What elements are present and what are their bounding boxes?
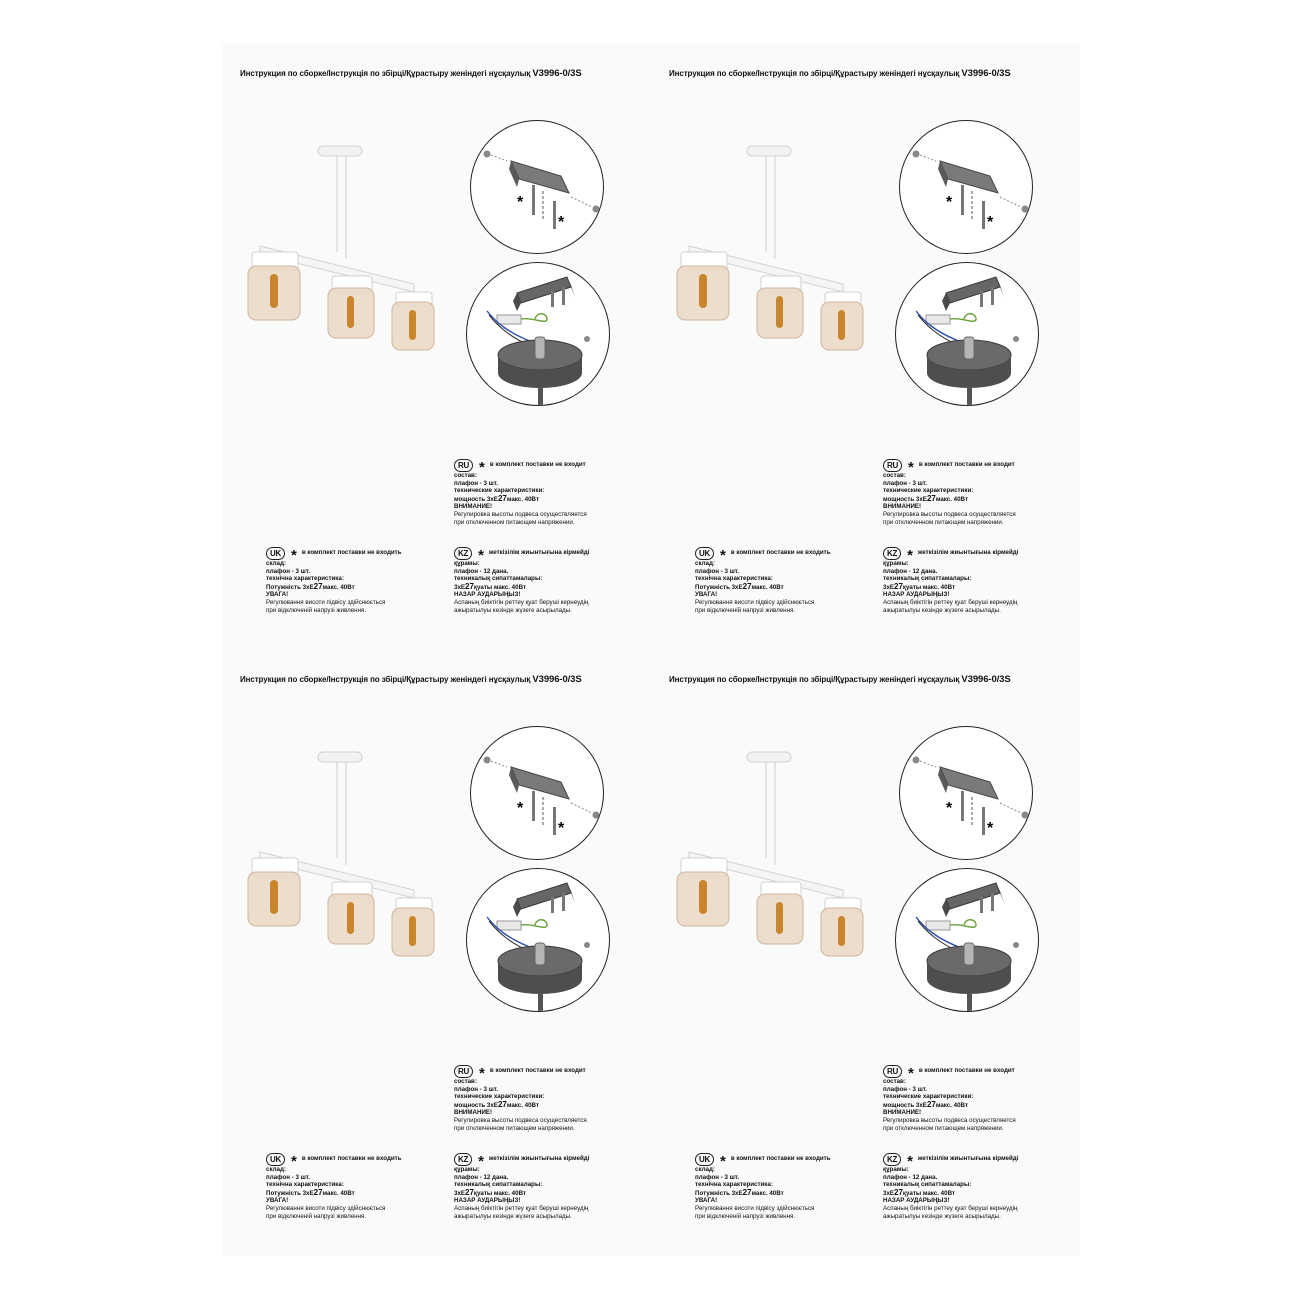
kz-contents-value: плафон - 12 дана.	[454, 567, 509, 575]
uk-section	[695, 546, 831, 614]
uk-warning-text: Регулювання висоти підвісу здійснюється	[695, 598, 815, 606]
ru-language-badge: RU	[883, 459, 902, 472]
chandelier-illustration	[242, 134, 462, 374]
ru-power-value: мощность 3xЕ27макс. 40Вт	[454, 1099, 539, 1109]
kz-not-included-note: жеткізілім жиынтығына кірмейді	[917, 1155, 1019, 1163]
instruction-sheet	[222, 44, 651, 650]
kz-contents-label: құрамы:	[883, 1166, 909, 1173]
uk-warning-heading: УВАГА!	[266, 591, 289, 599]
kz-warning-text: ажыратылуы кезінде жүзеге асырылады.	[883, 606, 1001, 614]
canopy-wiring-detail	[895, 262, 1039, 406]
uk-contents-value: плафон - 3 шт.	[266, 567, 310, 575]
uk-contents-label: склад:	[695, 560, 715, 567]
kz-specs-label: техникалық сипаттамалары:	[454, 575, 543, 583]
ru-specs-label: технические характеристики:	[454, 1093, 545, 1101]
uk-language-badge: UK	[266, 547, 285, 560]
ru-contents-label: состав:	[454, 1078, 477, 1085]
uk-warning-text: Регулювання висоти підвісу здійснюється	[266, 1204, 386, 1212]
ru-language-badge: RU	[454, 1065, 473, 1078]
mounting-bracket-detail	[899, 120, 1033, 254]
star-mark: *	[987, 214, 994, 231]
ru-language-badge: RU	[454, 459, 473, 472]
title-text: Инструкция по сборке/Інструкція по збірці/Құрастыру женіндегі нұсқаулық	[240, 675, 531, 684]
ru-contents-label: состав:	[883, 472, 906, 479]
instruction-sheet	[222, 650, 651, 1256]
kz-warning-text: ажыратылуы кезінде жүзеге асырылады.	[883, 1212, 1001, 1220]
uk-warning-text: при відключеній напрузі живлення.	[695, 1212, 796, 1220]
star-mark: *	[946, 194, 953, 211]
uk-contents-value: плафон - 3 шт.	[695, 1173, 739, 1181]
kz-section	[883, 1152, 1018, 1220]
model-number: V3996-0/3S	[532, 68, 582, 79]
sheet-title	[240, 68, 640, 79]
ru-not-included-note: в комплект поставки не входит	[918, 1067, 1015, 1075]
uk-warning-heading: УВАГА!	[695, 1197, 718, 1205]
canopy-wiring-detail	[895, 868, 1039, 1012]
uk-specs-label: технічна характеристика:	[695, 575, 773, 583]
sheet-title	[240, 674, 640, 685]
bracket-screws-drawing	[471, 121, 603, 253]
star-mark: *	[558, 820, 565, 837]
kz-power-value: 3xЕ27қуаты макс. 40Вт	[454, 581, 526, 591]
star-mark: *	[478, 547, 484, 564]
canopy-wiring-drawing	[896, 263, 1038, 405]
ru-contents-value: плафон - 3 шт.	[454, 1085, 498, 1093]
ru-language-badge: RU	[883, 1065, 902, 1078]
ru-warning-text: при отключенном питающем напряжении.	[883, 518, 1004, 526]
ru-warning-heading: ВНИМАНИЕ!	[454, 1109, 493, 1117]
kz-section	[454, 546, 589, 614]
kz-power-value: 3xЕ27қуаты макс. 40Вт	[883, 1187, 955, 1197]
kz-language-badge: KZ	[454, 547, 472, 560]
model-number: V3996-0/3S	[532, 674, 582, 685]
uk-language-badge: UK	[695, 547, 714, 560]
uk-not-included-note: в комплект поставки не входить	[301, 549, 402, 557]
star-mark: *	[478, 1065, 485, 1082]
sheet-title	[669, 68, 1069, 79]
chandelier-illustration	[671, 134, 891, 374]
kz-warning-heading: НАЗАР АУДАРЫҢЫЗ!	[454, 591, 521, 599]
uk-language-badge: UK	[266, 1153, 285, 1166]
ru-section	[883, 458, 1016, 526]
ru-power-value: мощность 3xЕ27макс. 40Вт	[883, 1099, 968, 1109]
ru-specs-label: технические характеристики:	[454, 487, 545, 495]
title-text: Инструкция по сборке/Інструкція по збірці/Құрастыру женіндегі нұсқаулық	[240, 69, 531, 78]
ru-not-included-note: в комплект поставки не входит	[489, 461, 586, 469]
chandelier-illustration	[671, 740, 891, 980]
uk-contents-label: склад:	[695, 1166, 715, 1173]
kz-contents-label: құрамы:	[454, 1166, 480, 1173]
model-number: V3996-0/3S	[961, 674, 1011, 685]
instruction-sheet	[651, 650, 1080, 1256]
mounting-bracket-detail	[470, 726, 604, 860]
document-page	[222, 44, 1080, 1256]
kz-language-badge: KZ	[454, 1153, 472, 1166]
uk-not-included-note: в комплект поставки не входить	[301, 1155, 402, 1163]
star-mark: *	[907, 459, 914, 476]
ru-contents-label: состав:	[883, 1078, 906, 1085]
star-mark: *	[558, 214, 565, 231]
uk-contents-value: плафон - 3 шт.	[695, 567, 739, 575]
kz-language-badge: KZ	[883, 1153, 901, 1166]
uk-warning-text: при відключеній напрузі живлення.	[695, 606, 796, 614]
star-mark: *	[478, 459, 485, 476]
ru-warning-text: Регулировка высоты подвеса осуществляется	[883, 1116, 1016, 1124]
uk-power-value: Потужність 3xЕ27макс. 40Вт	[266, 581, 355, 591]
kz-warning-heading: НАЗАР АУДАРЫҢЫЗ!	[883, 591, 950, 599]
star-mark: *	[907, 547, 913, 564]
uk-contents-label: склад:	[266, 560, 286, 567]
canopy-wiring-drawing	[896, 869, 1038, 1011]
kz-contents-value: плафон - 12 дана.	[454, 1173, 509, 1181]
ru-power-value: мощность 3xЕ27макс. 40Вт	[454, 493, 539, 503]
ru-warning-heading: ВНИМАНИЕ!	[883, 1109, 922, 1117]
ru-warning-heading: ВНИМАНИЕ!	[883, 503, 922, 511]
sheet-title	[669, 674, 1069, 685]
ru-contents-value: плафон - 3 шт.	[454, 479, 498, 487]
uk-power-value: Потужність 3xЕ27макс. 40Вт	[266, 1187, 355, 1197]
star-mark: *	[517, 194, 524, 211]
canopy-wiring-detail	[466, 868, 610, 1012]
kz-specs-label: техникалық сипаттамалары:	[883, 575, 972, 583]
ru-specs-label: технические характеристики:	[883, 1093, 974, 1101]
uk-warning-text: при відключеній напрузі живлення.	[266, 1212, 367, 1220]
ru-warning-text: Регулировка высоты подвеса осуществляется	[454, 510, 587, 518]
star-mark: *	[517, 800, 524, 817]
instruction-sheet	[651, 44, 1080, 650]
star-mark: *	[946, 800, 953, 817]
ru-power-value: мощность 3xЕ27макс. 40Вт	[883, 493, 968, 503]
kz-warning-text: ажыратылуы кезінде жүзеге асырылады.	[454, 1212, 572, 1220]
bracket-screws-drawing	[900, 727, 1032, 859]
uk-not-included-note: в комплект поставки не входить	[730, 549, 831, 557]
uk-power-value: Потужність 3xЕ27макс. 40Вт	[695, 1187, 784, 1197]
ru-section	[454, 458, 587, 526]
uk-warning-text: при відключеній напрузі живлення.	[266, 606, 367, 614]
ru-warning-text: при отключенном питающем напряжении.	[454, 1124, 575, 1132]
kz-specs-label: техникалық сипаттамалары:	[883, 1181, 972, 1189]
kz-contents-value: плафон - 12 дана.	[883, 567, 938, 575]
kz-section	[883, 546, 1018, 614]
ru-specs-label: технические характеристики:	[883, 487, 974, 495]
kz-warning-heading: НАЗАР АУДАРЫҢЫЗ!	[883, 1197, 950, 1205]
ru-warning-text: Регулировка высоты подвеса осуществляется	[454, 1116, 587, 1124]
ru-not-included-note: в комплект поставки не входит	[489, 1067, 586, 1075]
kz-not-included-note: жеткізілім жиынтығына кірмейді	[917, 549, 1019, 557]
kz-warning-text: Аспаның биіктігін реттеу қуат беруші кернеудің	[454, 1204, 589, 1212]
canopy-wiring-drawing	[467, 869, 609, 1011]
ru-contents-label: состав:	[454, 472, 477, 479]
ru-not-included-note: в комплект поставки не входит	[918, 461, 1015, 469]
ru-section	[883, 1064, 1016, 1132]
ru-warning-text: при отключенном питающем напряжении.	[454, 518, 575, 526]
title-text: Инструкция по сборке/Інструкція по збірці/Құрастыру женіндегі нұсқаулық	[669, 69, 960, 78]
kz-warning-text: Аспаның биіктігін реттеу қуат беруші кернеудің	[454, 598, 589, 606]
star-mark: *	[719, 1153, 726, 1170]
star-mark: *	[478, 1153, 484, 1170]
ru-warning-text: Регулировка высоты подвеса осуществляется	[883, 510, 1016, 518]
uk-specs-label: технічна характеристика:	[695, 1181, 773, 1189]
uk-power-value: Потужність 3xЕ27макс. 40Вт	[695, 581, 784, 591]
mounting-bracket-detail	[899, 726, 1033, 860]
star-mark: *	[907, 1065, 914, 1082]
kz-warning-text: Аспаның биіктігін реттеу қуат беруші кернеудің	[883, 598, 1018, 606]
bracket-screws-drawing	[471, 727, 603, 859]
star-mark: *	[290, 547, 297, 564]
kz-section	[454, 1152, 589, 1220]
kz-not-included-note: жеткізілім жиынтығына кірмейді	[488, 549, 590, 557]
canopy-wiring-detail	[466, 262, 610, 406]
star-mark: *	[907, 1153, 913, 1170]
uk-warning-text: Регулювання висоти підвісу здійснюється	[266, 598, 386, 606]
kz-warning-text: Аспаның биіктігін реттеу қуат беруші кернеудің	[883, 1204, 1018, 1212]
bracket-screws-drawing	[900, 121, 1032, 253]
uk-contents-label: склад:	[266, 1166, 286, 1173]
kz-language-badge: KZ	[883, 547, 901, 560]
kz-not-included-note: жеткізілім жиынтығына кірмейді	[488, 1155, 590, 1163]
chandelier-illustration	[242, 740, 462, 980]
ru-warning-text: при отключенном питающем напряжении.	[883, 1124, 1004, 1132]
star-mark: *	[290, 1153, 297, 1170]
kz-contents-value: плафон - 12 дана.	[883, 1173, 938, 1181]
uk-section	[266, 546, 402, 614]
title-text: Инструкция по сборке/Інструкція по збірці/Құрастыру женіндегі нұсқаулық	[669, 675, 960, 684]
kz-power-value: 3xЕ27қуаты макс. 40Вт	[454, 1187, 526, 1197]
uk-not-included-note: в комплект поставки не входить	[730, 1155, 831, 1163]
mounting-bracket-detail	[470, 120, 604, 254]
uk-warning-heading: УВАГА!	[266, 1197, 289, 1205]
uk-specs-label: технічна характеристика:	[266, 1181, 344, 1189]
ru-contents-value: плафон - 3 шт.	[883, 479, 927, 487]
uk-warning-text: Регулювання висоти підвісу здійснюється	[695, 1204, 815, 1212]
kz-specs-label: техникалық сипаттамалары:	[454, 1181, 543, 1189]
star-mark: *	[987, 820, 994, 837]
uk-section	[266, 1152, 402, 1220]
ru-warning-heading: ВНИМАНИЕ!	[454, 503, 493, 511]
uk-contents-value: плафон - 3 шт.	[266, 1173, 310, 1181]
uk-warning-heading: УВАГА!	[695, 591, 718, 599]
model-number: V3996-0/3S	[961, 68, 1011, 79]
uk-specs-label: технічна характеристика:	[266, 575, 344, 583]
ru-contents-value: плафон - 3 шт.	[883, 1085, 927, 1093]
uk-language-badge: UK	[695, 1153, 714, 1166]
kz-warning-text: ажыратылуы кезінде жүзеге асырылады.	[454, 606, 572, 614]
kz-power-value: 3xЕ27қуаты макс. 40Вт	[883, 581, 955, 591]
kz-warning-heading: НАЗАР АУДАРЫҢЫЗ!	[454, 1197, 521, 1205]
kz-contents-label: құрамы:	[883, 560, 909, 567]
kz-contents-label: құрамы:	[454, 560, 480, 567]
ru-section	[454, 1064, 587, 1132]
star-mark: *	[719, 547, 726, 564]
canopy-wiring-drawing	[467, 263, 609, 405]
uk-section	[695, 1152, 831, 1220]
